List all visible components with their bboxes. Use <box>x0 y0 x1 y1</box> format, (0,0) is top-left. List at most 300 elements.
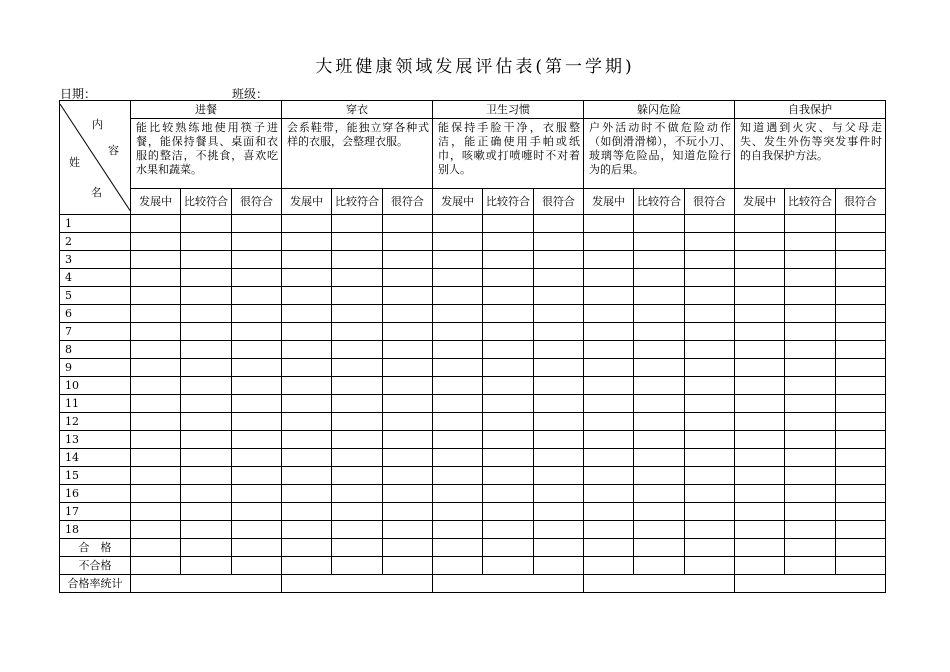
score-cell[interactable] <box>533 215 583 233</box>
score-cell[interactable] <box>735 377 785 395</box>
score-cell[interactable] <box>382 251 432 269</box>
summary-cell[interactable] <box>634 557 684 575</box>
score-cell[interactable] <box>483 431 533 449</box>
summary-cell[interactable] <box>332 557 382 575</box>
score-cell[interactable] <box>382 449 432 467</box>
score-cell[interactable] <box>533 449 583 467</box>
score-cell[interactable] <box>533 503 583 521</box>
score-cell[interactable] <box>684 233 734 251</box>
score-cell[interactable] <box>684 287 734 305</box>
score-cell[interactable] <box>584 251 634 269</box>
score-cell[interactable] <box>282 305 332 323</box>
score-cell[interactable] <box>433 359 483 377</box>
score-cell[interactable] <box>131 359 181 377</box>
score-cell[interactable] <box>533 305 583 323</box>
score-cell[interactable] <box>533 413 583 431</box>
score-cell[interactable] <box>684 413 734 431</box>
score-cell[interactable] <box>282 377 332 395</box>
summary-cell[interactable] <box>584 557 634 575</box>
score-cell[interactable] <box>835 431 885 449</box>
score-cell[interactable] <box>332 485 382 503</box>
score-cell[interactable] <box>533 431 583 449</box>
score-cell[interactable] <box>735 485 785 503</box>
score-cell[interactable] <box>181 377 231 395</box>
score-cell[interactable] <box>131 233 181 251</box>
score-cell[interactable] <box>282 359 332 377</box>
score-cell[interactable] <box>634 251 684 269</box>
score-cell[interactable] <box>483 269 533 287</box>
summary-cell[interactable] <box>382 557 432 575</box>
score-cell[interactable] <box>785 395 835 413</box>
score-cell[interactable] <box>584 377 634 395</box>
score-cell[interactable] <box>231 269 281 287</box>
score-cell[interactable] <box>684 395 734 413</box>
score-cell[interactable] <box>634 215 684 233</box>
score-cell[interactable] <box>131 215 181 233</box>
summary-cell[interactable] <box>584 539 634 557</box>
score-cell[interactable] <box>282 485 332 503</box>
score-cell[interactable] <box>483 233 533 251</box>
score-cell[interactable] <box>332 251 382 269</box>
score-cell[interactable] <box>735 449 785 467</box>
score-cell[interactable] <box>584 233 634 251</box>
score-cell[interactable] <box>231 341 281 359</box>
score-cell[interactable] <box>231 359 281 377</box>
score-cell[interactable] <box>634 431 684 449</box>
score-cell[interactable] <box>785 503 835 521</box>
summary-cell[interactable] <box>433 539 483 557</box>
score-cell[interactable] <box>483 485 533 503</box>
score-cell[interactable] <box>181 503 231 521</box>
score-cell[interactable] <box>785 233 835 251</box>
score-cell[interactable] <box>785 449 835 467</box>
score-cell[interactable] <box>131 305 181 323</box>
score-cell[interactable] <box>483 323 533 341</box>
score-cell[interactable] <box>835 395 885 413</box>
score-cell[interactable] <box>483 287 533 305</box>
summary-cell[interactable] <box>735 575 886 593</box>
score-cell[interactable] <box>584 521 634 539</box>
score-cell[interactable] <box>835 485 885 503</box>
score-cell[interactable] <box>181 467 231 485</box>
score-cell[interactable] <box>231 323 281 341</box>
score-cell[interactable] <box>231 485 281 503</box>
score-cell[interactable] <box>181 359 231 377</box>
score-cell[interactable] <box>785 413 835 431</box>
score-cell[interactable] <box>735 413 785 431</box>
score-cell[interactable] <box>433 413 483 431</box>
score-cell[interactable] <box>231 287 281 305</box>
score-cell[interactable] <box>433 377 483 395</box>
score-cell[interactable] <box>735 305 785 323</box>
score-cell[interactable] <box>584 323 634 341</box>
score-cell[interactable] <box>131 251 181 269</box>
score-cell[interactable] <box>785 467 835 485</box>
summary-cell[interactable] <box>231 557 281 575</box>
score-cell[interactable] <box>282 431 332 449</box>
summary-cell[interactable] <box>282 557 332 575</box>
score-cell[interactable] <box>634 413 684 431</box>
score-cell[interactable] <box>835 287 885 305</box>
score-cell[interactable] <box>684 485 734 503</box>
score-cell[interactable] <box>382 431 432 449</box>
score-cell[interactable] <box>131 341 181 359</box>
score-cell[interactable] <box>483 467 533 485</box>
score-cell[interactable] <box>282 323 332 341</box>
score-cell[interactable] <box>735 323 785 341</box>
score-cell[interactable] <box>282 215 332 233</box>
score-cell[interactable] <box>835 377 885 395</box>
score-cell[interactable] <box>785 323 835 341</box>
score-cell[interactable] <box>332 377 382 395</box>
score-cell[interactable] <box>684 377 734 395</box>
summary-cell[interactable] <box>181 539 231 557</box>
score-cell[interactable] <box>382 215 432 233</box>
score-cell[interactable] <box>382 305 432 323</box>
score-cell[interactable] <box>584 305 634 323</box>
summary-cell[interactable] <box>332 539 382 557</box>
summary-cell[interactable] <box>282 575 433 593</box>
score-cell[interactable] <box>684 521 734 539</box>
score-cell[interactable] <box>332 269 382 287</box>
score-cell[interactable] <box>533 269 583 287</box>
score-cell[interactable] <box>684 251 734 269</box>
score-cell[interactable] <box>131 521 181 539</box>
score-cell[interactable] <box>131 431 181 449</box>
summary-cell[interactable] <box>483 557 533 575</box>
score-cell[interactable] <box>533 233 583 251</box>
score-cell[interactable] <box>533 287 583 305</box>
score-cell[interactable] <box>181 233 231 251</box>
score-cell[interactable] <box>634 323 684 341</box>
score-cell[interactable] <box>785 341 835 359</box>
summary-cell[interactable] <box>584 575 735 593</box>
score-cell[interactable] <box>433 395 483 413</box>
score-cell[interactable] <box>684 431 734 449</box>
score-cell[interactable] <box>483 359 533 377</box>
score-cell[interactable] <box>332 449 382 467</box>
score-cell[interactable] <box>684 323 734 341</box>
score-cell[interactable] <box>533 323 583 341</box>
score-cell[interactable] <box>584 503 634 521</box>
score-cell[interactable] <box>382 287 432 305</box>
score-cell[interactable] <box>634 503 684 521</box>
score-cell[interactable] <box>382 269 432 287</box>
score-cell[interactable] <box>835 359 885 377</box>
score-cell[interactable] <box>835 323 885 341</box>
score-cell[interactable] <box>332 341 382 359</box>
score-cell[interactable] <box>835 251 885 269</box>
score-cell[interactable] <box>231 215 281 233</box>
score-cell[interactable] <box>282 233 332 251</box>
summary-cell[interactable] <box>382 539 432 557</box>
score-cell[interactable] <box>433 431 483 449</box>
score-cell[interactable] <box>433 521 483 539</box>
score-cell[interactable] <box>382 413 432 431</box>
score-cell[interactable] <box>584 341 634 359</box>
score-cell[interactable] <box>332 233 382 251</box>
score-cell[interactable] <box>684 467 734 485</box>
score-cell[interactable] <box>131 485 181 503</box>
score-cell[interactable] <box>382 467 432 485</box>
score-cell[interactable] <box>332 503 382 521</box>
score-cell[interactable] <box>382 341 432 359</box>
score-cell[interactable] <box>231 467 281 485</box>
score-cell[interactable] <box>131 377 181 395</box>
summary-cell[interactable] <box>735 557 785 575</box>
score-cell[interactable] <box>231 431 281 449</box>
score-cell[interactable] <box>382 395 432 413</box>
score-cell[interactable] <box>785 251 835 269</box>
summary-cell[interactable] <box>684 557 734 575</box>
score-cell[interactable] <box>131 287 181 305</box>
summary-cell[interactable] <box>181 557 231 575</box>
score-cell[interactable] <box>735 503 785 521</box>
score-cell[interactable] <box>282 251 332 269</box>
summary-cell[interactable] <box>684 539 734 557</box>
score-cell[interactable] <box>131 449 181 467</box>
score-cell[interactable] <box>382 377 432 395</box>
score-cell[interactable] <box>332 215 382 233</box>
score-cell[interactable] <box>584 269 634 287</box>
score-cell[interactable] <box>835 467 885 485</box>
score-cell[interactable] <box>433 341 483 359</box>
score-cell[interactable] <box>584 215 634 233</box>
score-cell[interactable] <box>382 521 432 539</box>
score-cell[interactable] <box>332 521 382 539</box>
score-cell[interactable] <box>433 215 483 233</box>
score-cell[interactable] <box>735 359 785 377</box>
score-cell[interactable] <box>634 395 684 413</box>
score-cell[interactable] <box>231 233 281 251</box>
score-cell[interactable] <box>785 269 835 287</box>
score-cell[interactable] <box>684 503 734 521</box>
score-cell[interactable] <box>735 431 785 449</box>
score-cell[interactable] <box>433 305 483 323</box>
score-cell[interactable] <box>332 359 382 377</box>
summary-cell[interactable] <box>835 539 885 557</box>
score-cell[interactable] <box>483 251 533 269</box>
score-cell[interactable] <box>282 503 332 521</box>
score-cell[interactable] <box>735 233 785 251</box>
score-cell[interactable] <box>181 449 231 467</box>
score-cell[interactable] <box>684 341 734 359</box>
score-cell[interactable] <box>483 413 533 431</box>
score-cell[interactable] <box>634 305 684 323</box>
score-cell[interactable] <box>282 467 332 485</box>
score-cell[interactable] <box>835 521 885 539</box>
score-cell[interactable] <box>181 341 231 359</box>
score-cell[interactable] <box>483 215 533 233</box>
score-cell[interactable] <box>231 251 281 269</box>
score-cell[interactable] <box>785 305 835 323</box>
score-cell[interactable] <box>282 449 332 467</box>
summary-cell[interactable] <box>131 539 181 557</box>
score-cell[interactable] <box>634 449 684 467</box>
summary-cell[interactable] <box>131 575 282 593</box>
score-cell[interactable] <box>332 467 382 485</box>
score-cell[interactable] <box>231 413 281 431</box>
score-cell[interactable] <box>584 359 634 377</box>
score-cell[interactable] <box>634 377 684 395</box>
score-cell[interactable] <box>533 251 583 269</box>
score-cell[interactable] <box>131 395 181 413</box>
score-cell[interactable] <box>634 359 684 377</box>
score-cell[interactable] <box>584 395 634 413</box>
score-cell[interactable] <box>533 395 583 413</box>
score-cell[interactable] <box>533 485 583 503</box>
score-cell[interactable] <box>433 233 483 251</box>
score-cell[interactable] <box>382 359 432 377</box>
score-cell[interactable] <box>231 377 281 395</box>
score-cell[interactable] <box>433 485 483 503</box>
score-cell[interactable] <box>131 269 181 287</box>
summary-cell[interactable] <box>533 557 583 575</box>
score-cell[interactable] <box>332 323 382 341</box>
score-cell[interactable] <box>433 503 483 521</box>
score-cell[interactable] <box>181 395 231 413</box>
score-cell[interactable] <box>181 251 231 269</box>
score-cell[interactable] <box>382 233 432 251</box>
score-cell[interactable] <box>634 467 684 485</box>
score-cell[interactable] <box>231 449 281 467</box>
score-cell[interactable] <box>835 233 885 251</box>
score-cell[interactable] <box>785 359 835 377</box>
summary-cell[interactable] <box>433 557 483 575</box>
summary-cell[interactable] <box>735 539 785 557</box>
summary-cell[interactable] <box>483 539 533 557</box>
score-cell[interactable] <box>483 521 533 539</box>
score-cell[interactable] <box>533 467 583 485</box>
score-cell[interactable] <box>433 269 483 287</box>
score-cell[interactable] <box>433 251 483 269</box>
score-cell[interactable] <box>231 305 281 323</box>
score-cell[interactable] <box>231 521 281 539</box>
score-cell[interactable] <box>835 503 885 521</box>
score-cell[interactable] <box>131 467 181 485</box>
score-cell[interactable] <box>533 359 583 377</box>
score-cell[interactable] <box>181 413 231 431</box>
score-cell[interactable] <box>584 413 634 431</box>
score-cell[interactable] <box>332 431 382 449</box>
score-cell[interactable] <box>533 341 583 359</box>
score-cell[interactable] <box>282 287 332 305</box>
score-cell[interactable] <box>131 413 181 431</box>
score-cell[interactable] <box>483 449 533 467</box>
score-cell[interactable] <box>181 485 231 503</box>
score-cell[interactable] <box>433 449 483 467</box>
summary-cell[interactable] <box>131 557 181 575</box>
score-cell[interactable] <box>785 215 835 233</box>
score-cell[interactable] <box>735 521 785 539</box>
score-cell[interactable] <box>735 341 785 359</box>
score-cell[interactable] <box>785 287 835 305</box>
score-cell[interactable] <box>332 287 382 305</box>
score-cell[interactable] <box>181 431 231 449</box>
score-cell[interactable] <box>181 323 231 341</box>
score-cell[interactable] <box>483 503 533 521</box>
score-cell[interactable] <box>483 395 533 413</box>
summary-cell[interactable] <box>785 539 835 557</box>
summary-cell[interactable] <box>785 557 835 575</box>
score-cell[interactable] <box>634 341 684 359</box>
score-cell[interactable] <box>634 521 684 539</box>
score-cell[interactable] <box>634 287 684 305</box>
score-cell[interactable] <box>181 269 231 287</box>
score-cell[interactable] <box>282 521 332 539</box>
summary-cell[interactable] <box>282 539 332 557</box>
score-cell[interactable] <box>181 305 231 323</box>
score-cell[interactable] <box>684 215 734 233</box>
score-cell[interactable] <box>684 305 734 323</box>
score-cell[interactable] <box>684 269 734 287</box>
score-cell[interactable] <box>231 395 281 413</box>
score-cell[interactable] <box>785 485 835 503</box>
score-cell[interactable] <box>282 413 332 431</box>
score-cell[interactable] <box>835 215 885 233</box>
score-cell[interactable] <box>634 233 684 251</box>
score-cell[interactable] <box>584 449 634 467</box>
score-cell[interactable] <box>634 269 684 287</box>
score-cell[interactable] <box>181 287 231 305</box>
score-cell[interactable] <box>382 503 432 521</box>
score-cell[interactable] <box>332 413 382 431</box>
score-cell[interactable] <box>584 485 634 503</box>
score-cell[interactable] <box>433 323 483 341</box>
score-cell[interactable] <box>131 323 181 341</box>
score-cell[interactable] <box>584 467 634 485</box>
score-cell[interactable] <box>785 377 835 395</box>
score-cell[interactable] <box>735 251 785 269</box>
score-cell[interactable] <box>332 395 382 413</box>
score-cell[interactable] <box>231 503 281 521</box>
summary-cell[interactable] <box>835 557 885 575</box>
score-cell[interactable] <box>584 287 634 305</box>
score-cell[interactable] <box>181 215 231 233</box>
score-cell[interactable] <box>835 341 885 359</box>
score-cell[interactable] <box>735 395 785 413</box>
score-cell[interactable] <box>735 269 785 287</box>
score-cell[interactable] <box>282 395 332 413</box>
score-cell[interactable] <box>835 269 885 287</box>
score-cell[interactable] <box>332 305 382 323</box>
score-cell[interactable] <box>533 521 583 539</box>
summary-cell[interactable] <box>533 539 583 557</box>
score-cell[interactable] <box>785 431 835 449</box>
score-cell[interactable] <box>735 287 785 305</box>
score-cell[interactable] <box>835 413 885 431</box>
score-cell[interactable] <box>634 485 684 503</box>
score-cell[interactable] <box>785 521 835 539</box>
score-cell[interactable] <box>181 521 231 539</box>
score-cell[interactable] <box>282 341 332 359</box>
score-cell[interactable] <box>433 287 483 305</box>
score-cell[interactable] <box>483 377 533 395</box>
score-cell[interactable] <box>835 449 885 467</box>
summary-cell[interactable] <box>433 575 584 593</box>
score-cell[interactable] <box>735 467 785 485</box>
summary-cell[interactable] <box>634 539 684 557</box>
score-cell[interactable] <box>684 359 734 377</box>
score-cell[interactable] <box>131 503 181 521</box>
score-cell[interactable] <box>382 485 432 503</box>
summary-cell[interactable] <box>231 539 281 557</box>
score-cell[interactable] <box>584 431 634 449</box>
score-cell[interactable] <box>483 341 533 359</box>
score-cell[interactable] <box>835 305 885 323</box>
score-cell[interactable] <box>533 377 583 395</box>
score-cell[interactable] <box>483 305 533 323</box>
